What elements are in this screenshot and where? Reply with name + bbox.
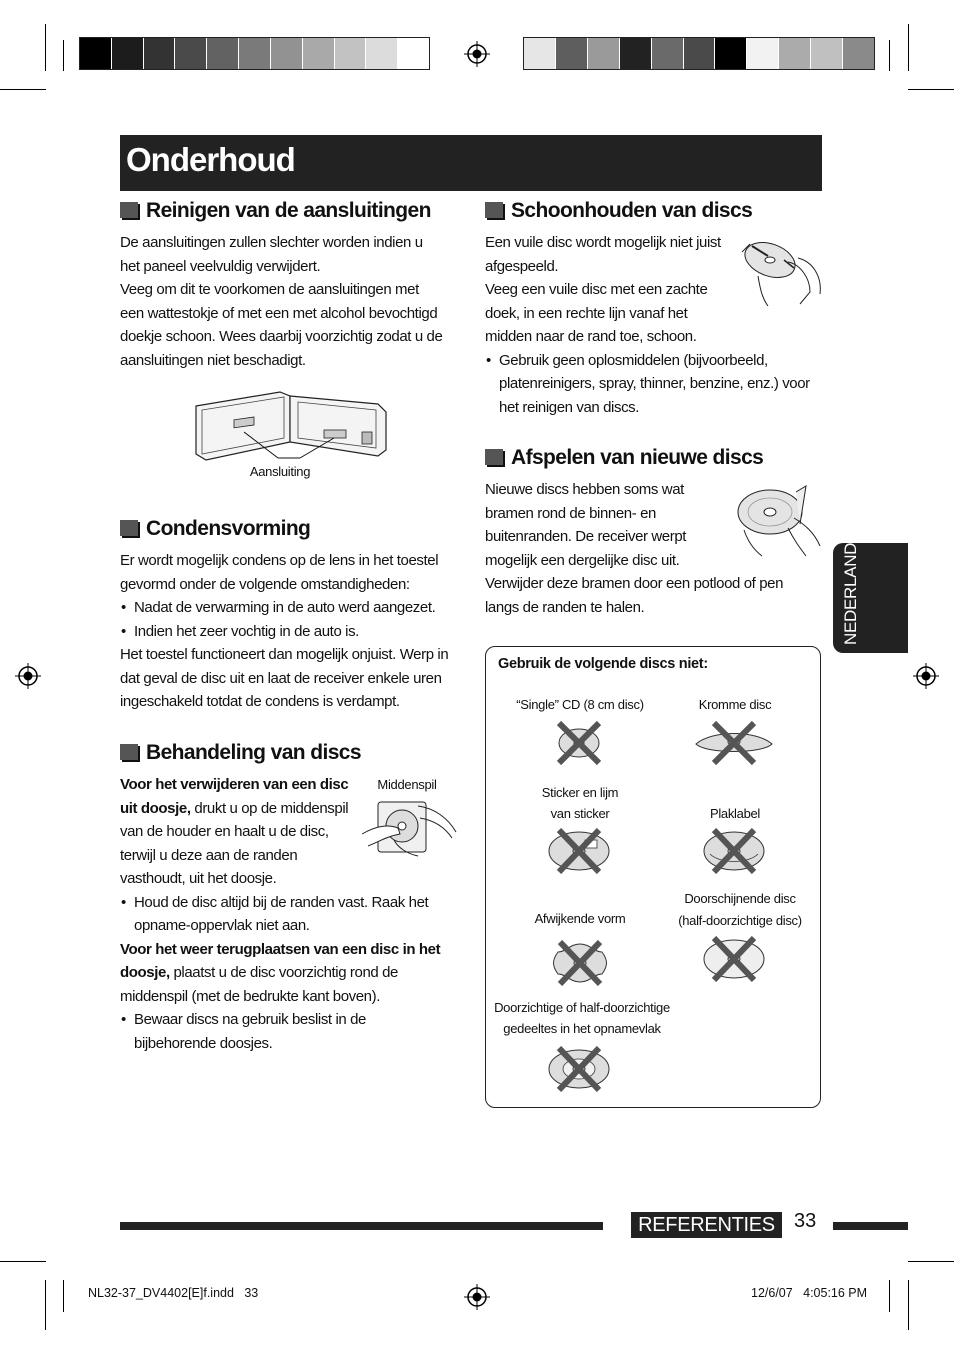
registration-mark-icon <box>15 663 41 689</box>
crop-mark <box>0 1261 46 1262</box>
color-swatch <box>80 38 112 69</box>
schoon-bullet1: • Gebruik geen oplosmiddelen (bijvoorbeeld, platenreinigers, spray, thinner, benzine, enz.) voor het reinigen van discs. <box>485 349 815 420</box>
footer-rule-right <box>833 1222 908 1230</box>
kromme-disc-icon <box>692 720 776 766</box>
behandeling-bullet2: • Bewaar discs na gebruik beslist in de bijbehorende doosjes. <box>120 1008 450 1055</box>
heading-condens: Condensvorming <box>120 517 310 541</box>
color-swatch <box>747 38 779 69</box>
doorzichtige-gedeeltes-icon <box>545 1046 613 1092</box>
color-swatch <box>684 38 716 69</box>
crop-mark <box>0 89 46 90</box>
color-swatch <box>843 38 874 69</box>
behandeling-p1-rest: drukt u op de middenspil van de houder en haalt u de disc, terwijl u deze aan de randen vasthoudt, uit het doosje. <box>120 799 349 887</box>
registration-mark-icon <box>464 41 490 67</box>
color-swatch <box>335 38 367 69</box>
crop-mark <box>45 1280 46 1330</box>
heading-reinigen: Reinigen van de aansluitingen <box>120 199 431 223</box>
print-color-bar-right <box>523 37 875 70</box>
heading-square-icon <box>120 202 138 218</box>
label-single-cd: “Single” CD (8 cm disc) <box>516 697 644 712</box>
afwijkende-vorm-icon <box>550 940 610 986</box>
label-kromme-disc: Kromme disc <box>698 697 772 712</box>
crop-mark <box>889 1280 890 1312</box>
behandeling-p2 <box>120 938 450 1009</box>
label-sticker-line2: van sticker <box>550 806 610 821</box>
color-swatch <box>811 38 843 69</box>
label-plaklabel: Plaklabel <box>709 806 761 821</box>
label-doorschijnend-line2: (half-doorzichtige disc) <box>678 913 802 928</box>
schoon-p1: Een vuile disc wordt mogelijk niet juist afgespeeld. <box>485 234 721 275</box>
color-swatch <box>303 38 335 69</box>
crop-mark <box>908 1280 909 1330</box>
color-swatch <box>175 38 207 69</box>
faceplate-connector-illustration <box>190 388 392 464</box>
print-color-bar-left <box>79 37 430 70</box>
reinigen-p2: Veeg om dit te voorkomen de aansluitingen met een wattestokje of met een met alcohol bevochtigd doekje schoon. Wees daarbij voorzichtig zodat u de aansluitingen niet beschadigt. <box>120 281 443 369</box>
footer-rule-left <box>120 1222 603 1230</box>
color-swatch <box>144 38 176 69</box>
plaklabel-disc-icon <box>700 828 768 874</box>
schoon-text <box>485 231 815 419</box>
behandeling-bold1: Voor het verwijderen van een disc uit doosje, <box>120 776 349 817</box>
afspelen-p1: Nieuwe discs hebben soms wat bramen rond de binnen- en buitenranden. De receiver werpt mogelijk een dergelijke disc uit. <box>485 481 687 569</box>
behandeling-p1 <box>120 773 362 891</box>
middenspil-label: Middenspil <box>377 777 437 792</box>
registration-mark-icon <box>913 663 939 689</box>
behandeling-bold2: Voor het weer terugplaatsen van een disc in het doosje, <box>120 940 441 981</box>
reinigen-text <box>120 231 445 372</box>
color-swatch <box>652 38 684 69</box>
color-swatch <box>779 38 811 69</box>
color-swatch <box>207 38 239 69</box>
color-swatch <box>588 38 620 69</box>
color-swatch <box>524 38 556 69</box>
crop-mark <box>889 40 890 71</box>
color-swatch <box>620 38 652 69</box>
color-swatch <box>112 38 144 69</box>
page-number: 33 <box>794 1210 817 1232</box>
doorschijnende-disc-icon <box>700 936 768 982</box>
slug-date: 12/6/07 4:05:16 PM <box>751 1286 868 1300</box>
single-cd-icon <box>553 720 605 766</box>
discs-warning-box <box>485 646 821 1108</box>
label-afwijkend: Afwijkende vorm <box>534 911 626 926</box>
condens-p1: Er wordt mogelijk condens op de lens in het toestel gevormd onder de volgende omstandigheden: <box>120 552 439 593</box>
heading-schoon: Schoonhouden van discs <box>485 199 752 223</box>
footer-section-label: REFERENTIES <box>631 1212 782 1238</box>
label-sticker-line1: Sticker en lijm <box>541 785 619 800</box>
color-swatch <box>398 38 429 69</box>
page-title: Onderhoud <box>126 141 295 178</box>
color-swatch <box>556 38 588 69</box>
language-side-tab <box>833 531 908 653</box>
crop-mark <box>908 1261 954 1262</box>
condens-bullet2: • Indien het zeer vochtig in de auto is. <box>120 620 450 644</box>
afspelen-text <box>485 478 815 619</box>
behandeling-text <box>120 773 450 1055</box>
color-swatch <box>271 38 303 69</box>
sticker-disc-icon <box>545 828 613 874</box>
label-doorschijnend-line1: Doorschijnende disc <box>684 891 796 906</box>
discbox-title: Gebruik de volgende discs niet: <box>498 656 708 672</box>
heading-square-icon <box>120 744 138 760</box>
crop-mark <box>908 89 954 90</box>
behandeling-p2-rest: plaatst u de disc voorzichtig rond de middenspil (met de bedrukte kant boven). <box>120 964 398 1005</box>
heading-afspelen: Afspelen van nieuwe discs <box>485 446 763 470</box>
afspelen-p2: Verwijder deze bramen door een potlood of pen langs de randen te halen. <box>485 575 784 616</box>
registration-mark-icon <box>464 1284 490 1310</box>
crop-mark <box>908 24 909 71</box>
heading-behandeling: Behandeling van discs <box>120 741 361 765</box>
language-tab-label: NEDERLANDS <box>841 531 860 645</box>
color-swatch <box>366 38 398 69</box>
heading-square-icon <box>120 520 138 536</box>
aansluiting-caption: Aansluiting <box>249 464 311 479</box>
heading-square-icon <box>485 449 503 465</box>
label-doorzichtig-line1: Doorzichtige of half-doorzichtige <box>494 1000 670 1015</box>
title-bar <box>120 135 822 191</box>
condens-p2: Het toestel functioneert dan mogelijk onjuist. Werp in dat geval de disc uit en laat de receiver enkele uren ingeschakeld totdat de condens is verdampt. <box>120 646 449 710</box>
label-doorzichtig-line2: gedeeltes in het opnamevlak <box>503 1021 661 1036</box>
condens-text <box>120 549 450 714</box>
slug-filename: NL32-37_DV4402[E]f.indd 33 <box>88 1286 259 1300</box>
condens-bullet1: • Nadat de verwarming in de auto werd aangezet. <box>120 596 450 620</box>
schoon-p2: Veeg een vuile disc met een zachte doek, in een rechte lijn vanaf het midden naar de rand toe, schoon. <box>485 281 708 345</box>
crop-mark <box>45 24 46 71</box>
color-swatch <box>715 38 747 69</box>
color-swatch <box>239 38 271 69</box>
behandeling-bullet1: • Houd de disc altijd bij de randen vast. Raak het opname-oppervlak niet aan. <box>120 891 450 938</box>
crop-mark <box>63 40 64 71</box>
reinigen-p1: De aansluitingen zullen slechter worden indien u het paneel veelvuldig verwijdert. <box>120 234 423 275</box>
crop-mark <box>63 1280 64 1312</box>
heading-square-icon <box>485 202 503 218</box>
